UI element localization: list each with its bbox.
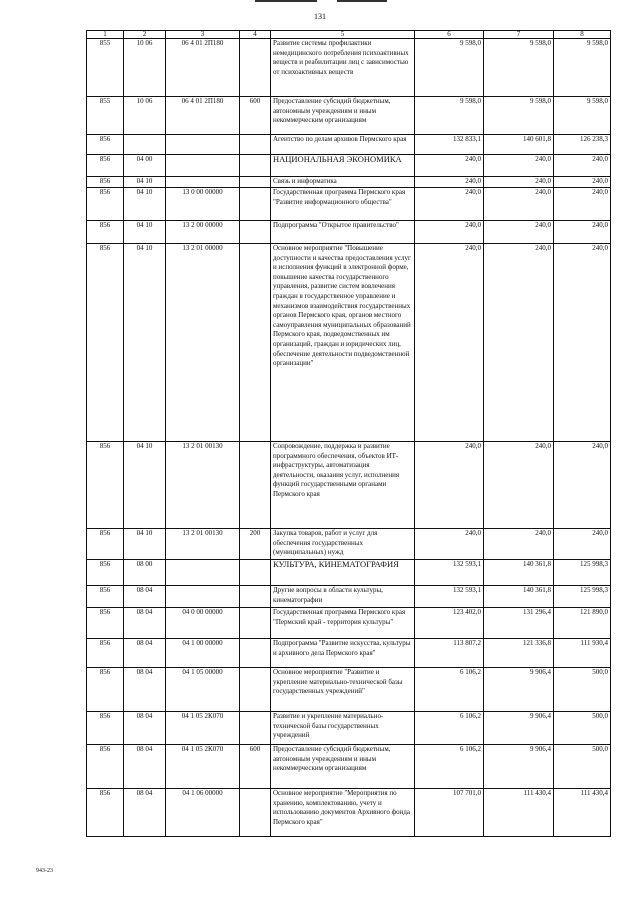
cell-amount-col7: 240,0 [484,188,554,221]
column-header: 1 [87,31,124,39]
table-row [87,155,611,177]
cell-target-article [166,177,240,188]
cell-admin-code: 856 [87,442,124,529]
cell-amount-col8: 9 598,0 [554,39,611,97]
cell-admin-code: 856 [87,608,124,639]
cell-amount-col8: 240,0 [554,155,611,177]
cell-target-article: 04 0 00 00000 [166,608,240,639]
cell-description: КУЛЬТУРА, КИНЕМАТОГРАФИЯ [271,560,415,586]
cell-amount-col8: 240,0 [554,177,611,188]
cell-section [124,135,166,155]
cell-amount-col8: 240,0 [554,244,611,442]
budget-table [86,30,611,837]
cell-admin-code: 856 [87,712,124,745]
cell-description: Другие вопросы в области культуры, кинематографии [271,586,415,608]
cell-description: Государственная программа Пермского края "Развитие информационного общества" [271,188,415,221]
cell-amount-col6: 240,0 [415,177,484,188]
cell-target-article: 13 2 00 00000 [166,221,240,244]
cell-target-article [166,586,240,608]
cell-section: 08 00 [124,560,166,586]
cell-target-article: 13 0 00 00000 [166,188,240,221]
header-row [87,31,611,39]
cell-description: Государственная программа Пермского края "Пермский край - территория культуры" [271,608,415,639]
cell-amount-col7: 9 906,4 [484,712,554,745]
cell-amount-col6: 240,0 [415,442,484,529]
cell-section: 04 10 [124,177,166,188]
cell-expense-type: 200 [240,529,271,560]
cell-amount-col8: 121 890,0 [554,608,611,639]
cell-description: Закупка товаров, работ и услуг для обеспечения государственных (муниципальных) нужд [271,529,415,560]
cell-target-article: 13 2 01 00000 [166,244,240,442]
cell-section: 08 04 [124,608,166,639]
cell-amount-col7: 240,0 [484,221,554,244]
cell-amount-col8: 240,0 [554,442,611,529]
cell-amount-col7: 140 361,8 [484,560,554,586]
table-row [87,177,611,188]
cell-target-article: 04 1 05 2К070 [166,712,240,745]
cell-amount-col6: 132 833,1 [415,135,484,155]
cell-amount-col6: 132 593,1 [415,586,484,608]
cell-expense-type [240,586,271,608]
cell-section: 10 06 [124,97,166,135]
cell-amount-col8: 240,0 [554,188,611,221]
cell-admin-code: 856 [87,639,124,668]
cell-description: Развитие системы профилактики немедицинского потребления психоактивных веществ и реабилитации лиц с зависимостью от психоактивных веществ [271,39,415,97]
cell-amount-col8: 126 238,3 [554,135,611,155]
cell-amount-col7: 9 598,0 [484,39,554,97]
cell-amount-col6: 240,0 [415,529,484,560]
cell-amount-col8: 240,0 [554,221,611,244]
cell-admin-code: 856 [87,135,124,155]
table-row [87,442,611,529]
cell-amount-col6: 107 701,0 [415,789,484,837]
cell-description: Агентство по делам архивов Пермского края [271,135,415,155]
cell-description: Связь и информатика [271,177,415,188]
cell-admin-code: 856 [87,745,124,789]
table-row [87,789,611,837]
cell-target-article: 06 4 01 2П180 [166,97,240,135]
cell-amount-col6: 240,0 [415,155,484,177]
table-row [87,712,611,745]
cell-expense-type [240,135,271,155]
table-row [87,560,611,586]
cell-amount-col8: 125 998,3 [554,586,611,608]
cell-amount-col7: 131 296,4 [484,608,554,639]
cell-amount-col7: 9 906,4 [484,668,554,712]
cell-section: 08 04 [124,639,166,668]
cell-section: 04 00 [124,155,166,177]
cell-amount-col8: 9 598,0 [554,97,611,135]
cell-description: Сопровождение, поддержка и развитие программного обеспечения, объектов ИТ-инфраструктуры, автоматизация деятельности, оказания услуг, исполнения функций государственными органами Пермского края [271,442,415,529]
cell-description: Развитие и укрепление материально-технической базы государственных учреждений [271,712,415,745]
cell-section: 10 06 [124,39,166,97]
cell-amount-col8: 500,0 [554,712,611,745]
cell-amount-col7: 240,0 [484,244,554,442]
cell-description: Подпрограмма "Развитие искусства, культуры и архивного дела Пермского края" [271,639,415,668]
cell-description: Предоставление субсидий бюджетным, автономным учреждениям и иным некоммерческим организациям [271,97,415,135]
cell-amount-col7: 9 906,4 [484,745,554,789]
cell-amount-col7: 240,0 [484,442,554,529]
cell-expense-type [240,442,271,529]
cell-target-article: 04 1 06 00000 [166,789,240,837]
cell-expense-type: 600 [240,745,271,789]
cell-amount-col8: 111 930,4 [554,639,611,668]
column-header: 2 [124,31,166,39]
cell-target-article: 13 2 01 00130 [166,442,240,529]
cell-description: Основное мероприятие "Повышение доступности и качества предоставления услуг и исполнения функций в электронной форме, повышение качества государственного управления, развитие систем вовлечения граждан в государственное управление и механизмов взаимодействия государственных органов Пермского края, органов местного самоуправления муниципальных образований Пермского края, подведомственных им организаций, граждан и юридических лиц, обеспечение деятельности подведомственной организации" [271,244,415,442]
cell-amount-col6: 240,0 [415,244,484,442]
cell-target-article [166,155,240,177]
column-header: 4 [240,31,271,39]
cell-admin-code: 856 [87,529,124,560]
cell-amount-col8: 111 430,4 [554,789,611,837]
cell-amount-col6: 132 593,1 [415,560,484,586]
cell-amount-col6: 6 106,2 [415,668,484,712]
cell-amount-col8: 500,0 [554,668,611,712]
cell-amount-col6: 113 807,2 [415,639,484,668]
cell-amount-col6: 6 106,2 [415,745,484,789]
cell-section: 08 04 [124,586,166,608]
table-row [87,745,611,789]
cell-expense-type [240,560,271,586]
cell-admin-code: 855 [87,39,124,97]
table-row [87,608,611,639]
cell-expense-type [240,188,271,221]
cell-admin-code: 855 [87,97,124,135]
cell-admin-code: 856 [87,586,124,608]
cell-admin-code: 856 [87,221,124,244]
cell-admin-code: 856 [87,188,124,221]
cell-description: Подпрограмма "Открытое правительство" [271,221,415,244]
cell-amount-col7: 140 601,8 [484,135,554,155]
cell-section: 08 04 [124,745,166,789]
cell-amount-col6: 6 106,2 [415,712,484,745]
cell-admin-code: 856 [87,244,124,442]
cell-admin-code: 856 [87,668,124,712]
cell-expense-type [240,639,271,668]
cell-expense-type [240,608,271,639]
cell-target-article: 04 1 05 00000 [166,668,240,712]
table-row [87,639,611,668]
cell-amount-col7: 121 336,8 [484,639,554,668]
cell-expense-type [240,668,271,712]
cell-expense-type [240,221,271,244]
table-row [87,529,611,560]
column-header: 3 [166,31,240,39]
cell-expense-type [240,155,271,177]
table-row [87,244,611,442]
cell-description: Предоставление субсидий бюджетным, автономным учреждениям и иным некоммерческим организациям [271,745,415,789]
column-header: 8 [554,31,611,39]
cell-amount-col7: 111 430,4 [484,789,554,837]
cell-amount-col6: 240,0 [415,188,484,221]
table-row [87,97,611,135]
cell-section: 08 04 [124,712,166,745]
column-header: 7 [484,31,554,39]
cell-expense-type [240,712,271,745]
cell-target-article: 13 2 01 00130 [166,529,240,560]
cell-description: НАЦИОНАЛЬНАЯ ЭКОНОМИКА [271,155,415,177]
column-header: 6 [415,31,484,39]
cell-expense-type [240,244,271,442]
cell-section: 04 10 [124,442,166,529]
cell-section: 04 10 [124,221,166,244]
cell-amount-col7: 9 598,0 [484,97,554,135]
cell-amount-col6: 123 402,0 [415,608,484,639]
cell-target-article [166,135,240,155]
table-row [87,221,611,244]
document-code: 943-23 [36,868,53,874]
cell-amount-col6: 240,0 [415,221,484,244]
cell-section: 04 10 [124,244,166,442]
cell-admin-code: 856 [87,177,124,188]
cell-amount-col7: 240,0 [484,177,554,188]
cell-section: 08 04 [124,789,166,837]
cell-target-article [166,560,240,586]
table-row [87,188,611,221]
cell-admin-code: 856 [87,155,124,177]
table-row [87,39,611,97]
cell-section: 04 10 [124,529,166,560]
cell-amount-col7: 140 361,8 [484,586,554,608]
cell-expense-type [240,39,271,97]
cell-expense-type [240,789,271,837]
cell-amount-col6: 9 598,0 [415,97,484,135]
top-scan-marks [255,0,405,3]
column-header: 5 [271,31,415,39]
cell-section: 08 04 [124,668,166,712]
table-row [87,586,611,608]
cell-amount-col7: 240,0 [484,529,554,560]
cell-target-article: 06 4 01 2П180 [166,39,240,97]
cell-expense-type: 600 [240,97,271,135]
cell-admin-code: 856 [87,560,124,586]
cell-amount-col8: 240,0 [554,529,611,560]
cell-description: Основное мероприятие "Развитие и укрепление материально-технической базы государственных учреждений" [271,668,415,712]
page-number: 131 [314,12,326,21]
cell-target-article: 04 1 00 00000 [166,639,240,668]
cell-amount-col7: 240,0 [484,155,554,177]
cell-admin-code: 856 [87,789,124,837]
cell-target-article: 04 1 05 2К070 [166,745,240,789]
cell-expense-type [240,177,271,188]
cell-amount-col8: 500,0 [554,745,611,789]
table-row [87,135,611,155]
cell-amount-col8: 125 998,3 [554,560,611,586]
cell-amount-col6: 9 598,0 [415,39,484,97]
cell-description: Основное мероприятие "Мероприятия по хранению, комплектованию, учету и использованию документов Архивного фонда Пермского края" [271,789,415,837]
cell-section: 04 10 [124,188,166,221]
table-row [87,668,611,712]
